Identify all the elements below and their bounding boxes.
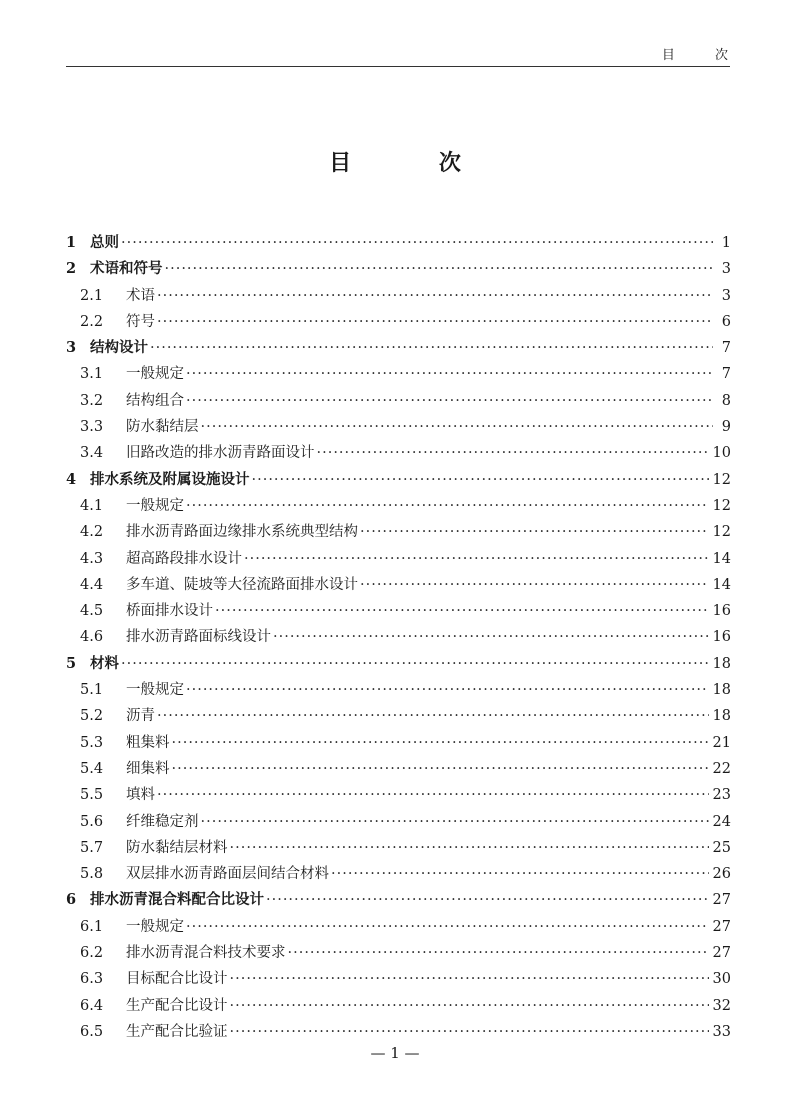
toc-entry-page-number: 3 (721, 287, 731, 304)
toc-dot-leader (172, 730, 709, 756)
toc-entry-page-number: 18 (712, 708, 731, 725)
toc-entry-number: 5.3 (80, 734, 104, 751)
toc-entry-number: 4 (66, 470, 77, 488)
toc-entry-number: 6.3 (80, 971, 104, 988)
toc-entry-title: 一般规定 (126, 366, 184, 383)
toc-chapter-entry[interactable] (66, 335, 731, 361)
toc-dot-leader (186, 388, 713, 414)
toc-chapter-entry[interactable] (66, 467, 731, 493)
toc-entry-page-number: 14 (712, 576, 731, 593)
toc-dot-leader (201, 414, 714, 440)
toc-entry-page-number: 7 (721, 366, 731, 383)
toc-entry-title: 超高路段排水设计 (126, 550, 242, 567)
toc-entry-title: 排水沥青混合料技术要求 (126, 945, 286, 962)
toc-entry-page-number: 24 (712, 813, 731, 830)
toc-entry-page-number: 22 (712, 760, 731, 777)
toc-dot-leader (186, 361, 713, 387)
toc-dot-leader (266, 887, 709, 913)
toc-entry-title: 细集料 (126, 760, 170, 777)
toc-dot-leader (288, 940, 709, 966)
toc-entry-title: 生产配合比验证 (126, 1023, 228, 1040)
toc-chapter-entry[interactable] (66, 887, 731, 913)
toc-entry-title: 填料 (126, 787, 155, 804)
toc-chapter-entry[interactable] (66, 651, 731, 677)
toc-entry-number: 2 (66, 260, 77, 278)
page-number: — 1 — (370, 1044, 420, 1062)
toc-entry-page-number: 14 (712, 550, 731, 567)
page-title: 目 次 (329, 151, 501, 176)
toc-entry-title: 纤维稳定剂 (126, 813, 199, 830)
toc-entry-number: 4.1 (80, 497, 104, 514)
toc-entry-page-number: 9 (721, 419, 731, 436)
toc-entry-page-number: 30 (712, 971, 731, 988)
toc-entry-title: 排水系统及附属设施设计 (90, 471, 250, 488)
toc-entry-title: 结构组合 (126, 392, 184, 409)
toc-entry-title: 双层排水沥青路面层间结合材料 (126, 866, 329, 883)
toc-section-entry[interactable] (66, 414, 731, 440)
toc-section-entry[interactable] (66, 993, 731, 1019)
toc-dot-leader (317, 440, 709, 466)
toc-entry-number: 5 (66, 654, 77, 672)
toc-dot-leader (360, 572, 709, 598)
toc-entry-title: 术语 (126, 287, 155, 304)
toc-entry-number: 3.2 (80, 392, 104, 409)
toc-dot-leader (186, 493, 709, 519)
toc-entry-page-number: 27 (712, 892, 731, 909)
toc-entry-title: 旧路改造的排水沥青路面设计 (126, 445, 315, 462)
toc-entry-number: 5.2 (80, 708, 104, 725)
toc-entry-number: 6.5 (80, 1023, 104, 1040)
table-of-contents (66, 230, 731, 1045)
toc-entry-number: 2.2 (80, 313, 104, 330)
toc-dot-leader (157, 283, 713, 309)
toc-entry-page-number: 7 (721, 340, 731, 357)
toc-section-entry[interactable] (66, 624, 731, 650)
toc-entry-page-number: 12 (712, 471, 731, 488)
toc-section-entry[interactable] (66, 309, 731, 335)
toc-entry-title: 粗集料 (126, 734, 170, 751)
toc-entry-number: 5.1 (80, 682, 104, 699)
toc-entry-title: 防水黏结层 (126, 419, 199, 436)
toc-section-entry[interactable] (66, 730, 731, 756)
toc-entry-number: 5.4 (80, 760, 104, 777)
toc-entry-page-number: 16 (712, 629, 731, 646)
toc-entry-number: 5.7 (80, 839, 104, 856)
toc-section-entry[interactable] (66, 861, 731, 887)
toc-section-entry[interactable] (66, 809, 731, 835)
toc-entry-title: 材料 (90, 655, 119, 672)
toc-entry-number: 2.1 (80, 287, 104, 304)
toc-entry-page-number: 32 (712, 997, 731, 1014)
toc-section-entry[interactable] (66, 388, 731, 414)
toc-dot-leader (121, 230, 713, 256)
toc-entry-title: 桥面排水设计 (126, 603, 213, 620)
toc-section-entry[interactable] (66, 782, 731, 808)
toc-entry-number: 6.4 (80, 997, 104, 1014)
toc-section-entry[interactable] (66, 493, 731, 519)
toc-entry-number: 4.3 (80, 550, 104, 567)
toc-section-entry[interactable] (66, 440, 731, 466)
toc-entry-number: 3.1 (80, 366, 104, 383)
toc-dot-leader (230, 835, 709, 861)
toc-entry-title: 目标配合比设计 (126, 971, 228, 988)
toc-entry-page-number: 18 (712, 655, 731, 672)
toc-dot-leader (331, 861, 709, 887)
toc-section-entry[interactable] (66, 283, 731, 309)
toc-dot-leader (252, 467, 709, 493)
toc-entry-number: 4.2 (80, 524, 104, 541)
toc-entry-page-number: 16 (712, 603, 731, 620)
toc-entry-title: 排水沥青混合料配合比设计 (90, 892, 264, 909)
toc-dot-leader (230, 993, 709, 1019)
toc-dot-leader (230, 1019, 709, 1045)
toc-entry-page-number: 26 (712, 866, 731, 883)
toc-section-entry[interactable] (66, 914, 731, 940)
toc-entry-page-number: 8 (721, 392, 731, 409)
toc-section-entry[interactable] (66, 703, 731, 729)
toc-section-entry[interactable] (66, 546, 731, 572)
toc-section-entry[interactable] (66, 361, 731, 387)
toc-section-entry[interactable] (66, 966, 731, 992)
toc-section-entry[interactable] (66, 940, 731, 966)
toc-dot-leader (157, 782, 709, 808)
toc-dot-leader (150, 335, 713, 361)
toc-entry-title: 防水黏结层材料 (126, 839, 228, 856)
toc-dot-leader (186, 914, 709, 940)
toc-dot-leader (165, 256, 714, 282)
toc-entry-title: 排水沥青路面标线设计 (126, 629, 271, 646)
toc-entry-page-number: 1 (721, 235, 731, 251)
toc-dot-leader (215, 598, 709, 624)
toc-dot-leader (360, 519, 709, 545)
toc-entry-title: 沥青 (126, 708, 155, 725)
toc-entry-title: 结构设计 (90, 340, 148, 357)
toc-entry-title: 术语和符号 (90, 261, 163, 278)
toc-entry-page-number: 6 (721, 313, 731, 330)
toc-entry-number: 3 (66, 339, 77, 357)
toc-entry-page-number: 12 (712, 524, 731, 541)
toc-chapter-entry[interactable] (66, 230, 731, 256)
toc-entry-number: 4.5 (80, 603, 104, 620)
toc-dot-leader (172, 756, 709, 782)
toc-section-entry[interactable] (66, 756, 731, 782)
toc-entry-title: 多车道、陡坡等大径流路面排水设计 (126, 576, 358, 593)
toc-dot-leader (157, 703, 709, 729)
toc-entry-title: 排水沥青路面边缘排水系统典型结构 (126, 524, 358, 541)
toc-entry-title: 一般规定 (126, 497, 184, 514)
toc-dot-leader (186, 677, 709, 703)
toc-entry-number: 5.6 (80, 813, 104, 830)
toc-entry-page-number: 25 (712, 839, 731, 856)
toc-entry-title: 一般规定 (126, 682, 184, 699)
toc-entry-title: 一般规定 (126, 918, 184, 935)
toc-dot-leader (230, 966, 709, 992)
toc-entry-title: 符号 (126, 313, 155, 330)
toc-entry-number: 3.3 (80, 419, 104, 436)
toc-entry-title: 总则 (90, 235, 119, 251)
toc-entry-number: 6 (66, 891, 77, 909)
toc-entry-title: 生产配合比设计 (126, 997, 228, 1014)
toc-entry-number: 4.4 (80, 576, 104, 593)
toc-entry-page-number: 27 (712, 918, 731, 935)
toc-dot-leader (273, 624, 709, 650)
running-header (66, 44, 746, 67)
toc-dot-leader (201, 809, 709, 835)
toc-entry-page-number: 12 (712, 497, 731, 514)
toc-entry-number: 1 (66, 234, 77, 251)
toc-entry-page-number: 21 (712, 734, 731, 751)
toc-entry-number: 4.6 (80, 629, 104, 646)
toc-section-entry[interactable] (66, 677, 731, 703)
toc-entry-page-number: 3 (721, 261, 731, 278)
toc-section-entry[interactable] (66, 572, 731, 598)
running-header-title: 目 次 (661, 48, 746, 63)
toc-entry-number: 6.2 (80, 945, 104, 962)
toc-dot-leader (157, 309, 713, 335)
toc-section-entry[interactable] (66, 1019, 731, 1045)
toc-dot-leader (244, 546, 709, 572)
toc-section-entry[interactable] (66, 835, 731, 861)
toc-section-entry[interactable] (66, 598, 731, 624)
toc-entry-number: 5.5 (80, 787, 104, 804)
toc-entry-page-number: 18 (712, 682, 731, 699)
toc-section-entry[interactable] (66, 519, 731, 545)
toc-entry-number: 3.4 (80, 445, 104, 462)
toc-chapter-entry[interactable] (66, 256, 731, 282)
toc-entry-page-number: 33 (712, 1023, 731, 1040)
toc-entry-page-number: 27 (712, 945, 731, 962)
toc-entry-number: 5.8 (80, 866, 104, 883)
toc-entry-page-number: 23 (712, 787, 731, 804)
toc-entry-page-number: 10 (712, 445, 731, 462)
toc-entry-number: 6.1 (80, 918, 104, 935)
toc-dot-leader (121, 651, 709, 677)
